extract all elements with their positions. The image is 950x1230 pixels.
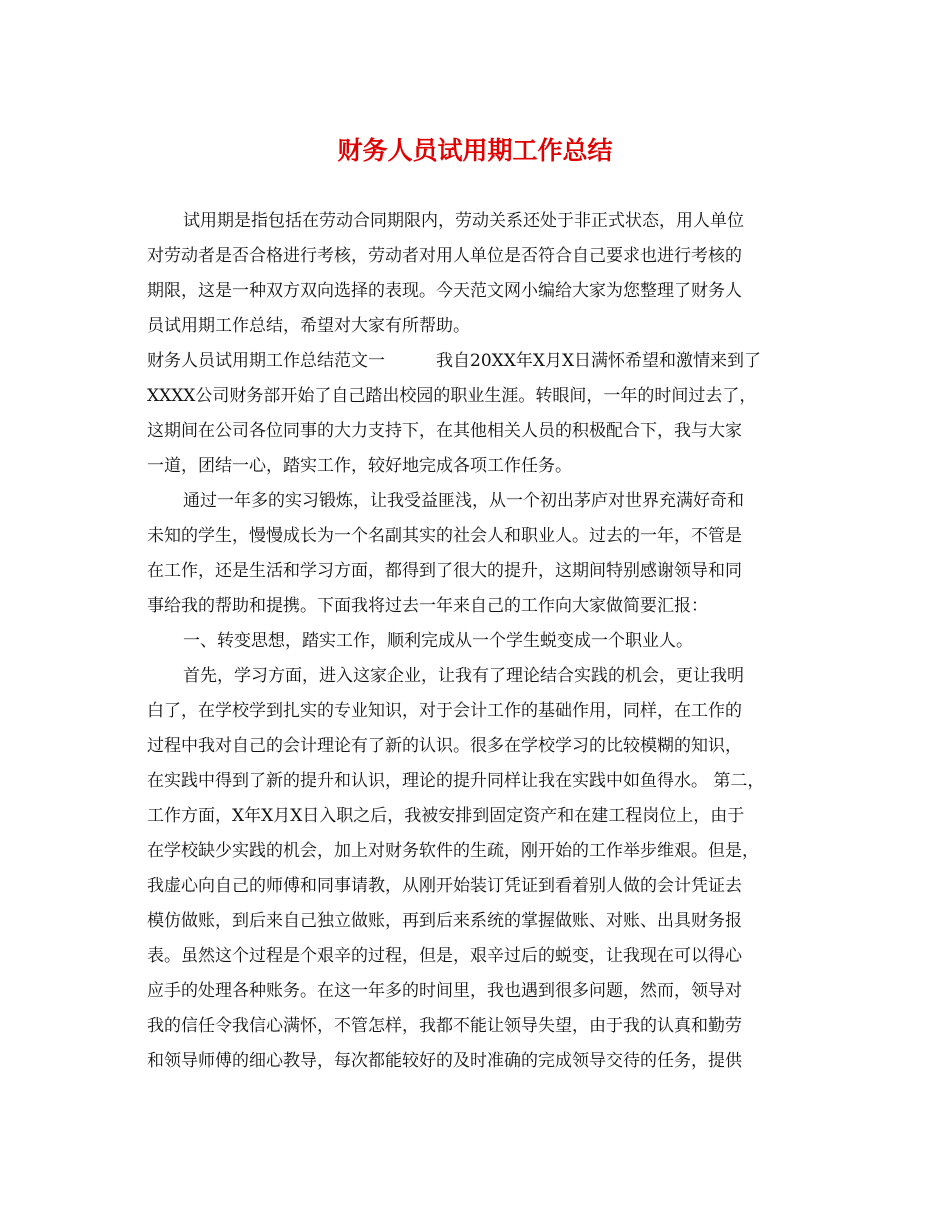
paragraph-line: 首先，学习方面，进入这家企业，让我有了理论结合实践的机会，更让我明 <box>183 666 744 686</box>
paragraph-line: 未知的学生，慢慢成长为一个名副其实的社会人和职业人。过去的一年，不管是 <box>147 526 742 546</box>
paragraph-line: 过程中我对自己的会计理论有了新的认识。很多在学校学习的比较模糊的知识， <box>147 736 742 756</box>
paragraph-line: 对劳动者是否合格进行考核，劳动者对用人单位是否符合自己要求也进行考核的 <box>147 246 742 266</box>
paragraph-line: 事给我的帮助和提携。下面我将过去一年来自己的工作向大家做简要汇报： <box>147 596 708 616</box>
paragraph-line: 一道，团结一心，踏实工作，较好地完成各项工作任务。 <box>147 456 572 476</box>
paragraph-line: 和领导师傅的细心教导，每次都能较好的及时准确的完成领导交待的任务，提供 <box>147 1051 742 1071</box>
paragraph-line: 在实践中得到了新的提升和认识，理论的提升同样让我在实践中如鱼得水。 第二， <box>147 771 765 791</box>
paragraph-line: 白了，在学校学到扎实的专业知识，对于会计工作的基础作用，同样，在工作的 <box>147 701 742 721</box>
document-title: 财务人员试用期工作总结 <box>337 136 613 165</box>
paragraph-line: 财务人员试用期工作总结范文一 我自20XX年X月X日满怀希望和激情来到了 <box>147 351 762 371</box>
paragraph-line: 工作方面，X年X月X日入职之后，我被安排到固定资产和在建工程岗位上，由于 <box>147 806 745 826</box>
section-heading: 一、转变思想，踏实工作，顺利完成从一个学生蜕变成一个职业人。 <box>183 631 693 651</box>
paragraph-line: 在学校缺少实践的机会，加上对财务软件的生疏，刚开始的工作举步维艰。但是， <box>147 841 759 861</box>
paragraph-line: 员试用期工作总结，希望对大家有所帮助。 <box>147 316 470 336</box>
paragraph-line: 期限，这是一种双方双向选择的表现。今天范文网小编给大家为您整理了财务人 <box>147 281 742 301</box>
paragraph-line: 通过一年多的实习锻炼，让我受益匪浅，从一个初出茅庐对世界充满好奇和 <box>183 491 744 511</box>
paragraph-line: 表。虽然这个过程是个艰辛的过程，但是，艰辛过后的蜕变，让我现在可以得心 <box>147 946 742 966</box>
paragraph-line: 模仿做账，到后来自己独立做账，再到后来系统的掌握做账、对账、出具财务报 <box>147 911 742 931</box>
paragraph-line: 试用期是指包括在劳动合同期限内，劳动关系还处于非正式状态，用人单位 <box>183 211 744 231</box>
paragraph-line: 我虚心向自己的师傅和同事请教，从刚开始装订凭证到看着别人做的会计凭证去 <box>147 876 742 896</box>
paragraph-line: 这期间在公司各位同事的大力支持下，在其他相关人员的积极配合下，我与大家 <box>147 421 742 441</box>
paragraph-line: 在工作，还是生活和学习方面，都得到了很大的提升，这期间特别感谢领导和同 <box>147 561 742 581</box>
paragraph-line: 应手的处理各种账务。在这一年多的时间里，我也遇到很多问题，然而，领导对 <box>147 981 742 1001</box>
paragraph-line: XXXX公司财务部开始了自己踏出校园的职业生涯。转眼间，一年的时间过去了， <box>147 386 757 406</box>
paragraph-line: 我的信任令我信心满怀，不管怎样，我都不能让领导失望，由于我的认真和勤劳 <box>147 1016 742 1036</box>
